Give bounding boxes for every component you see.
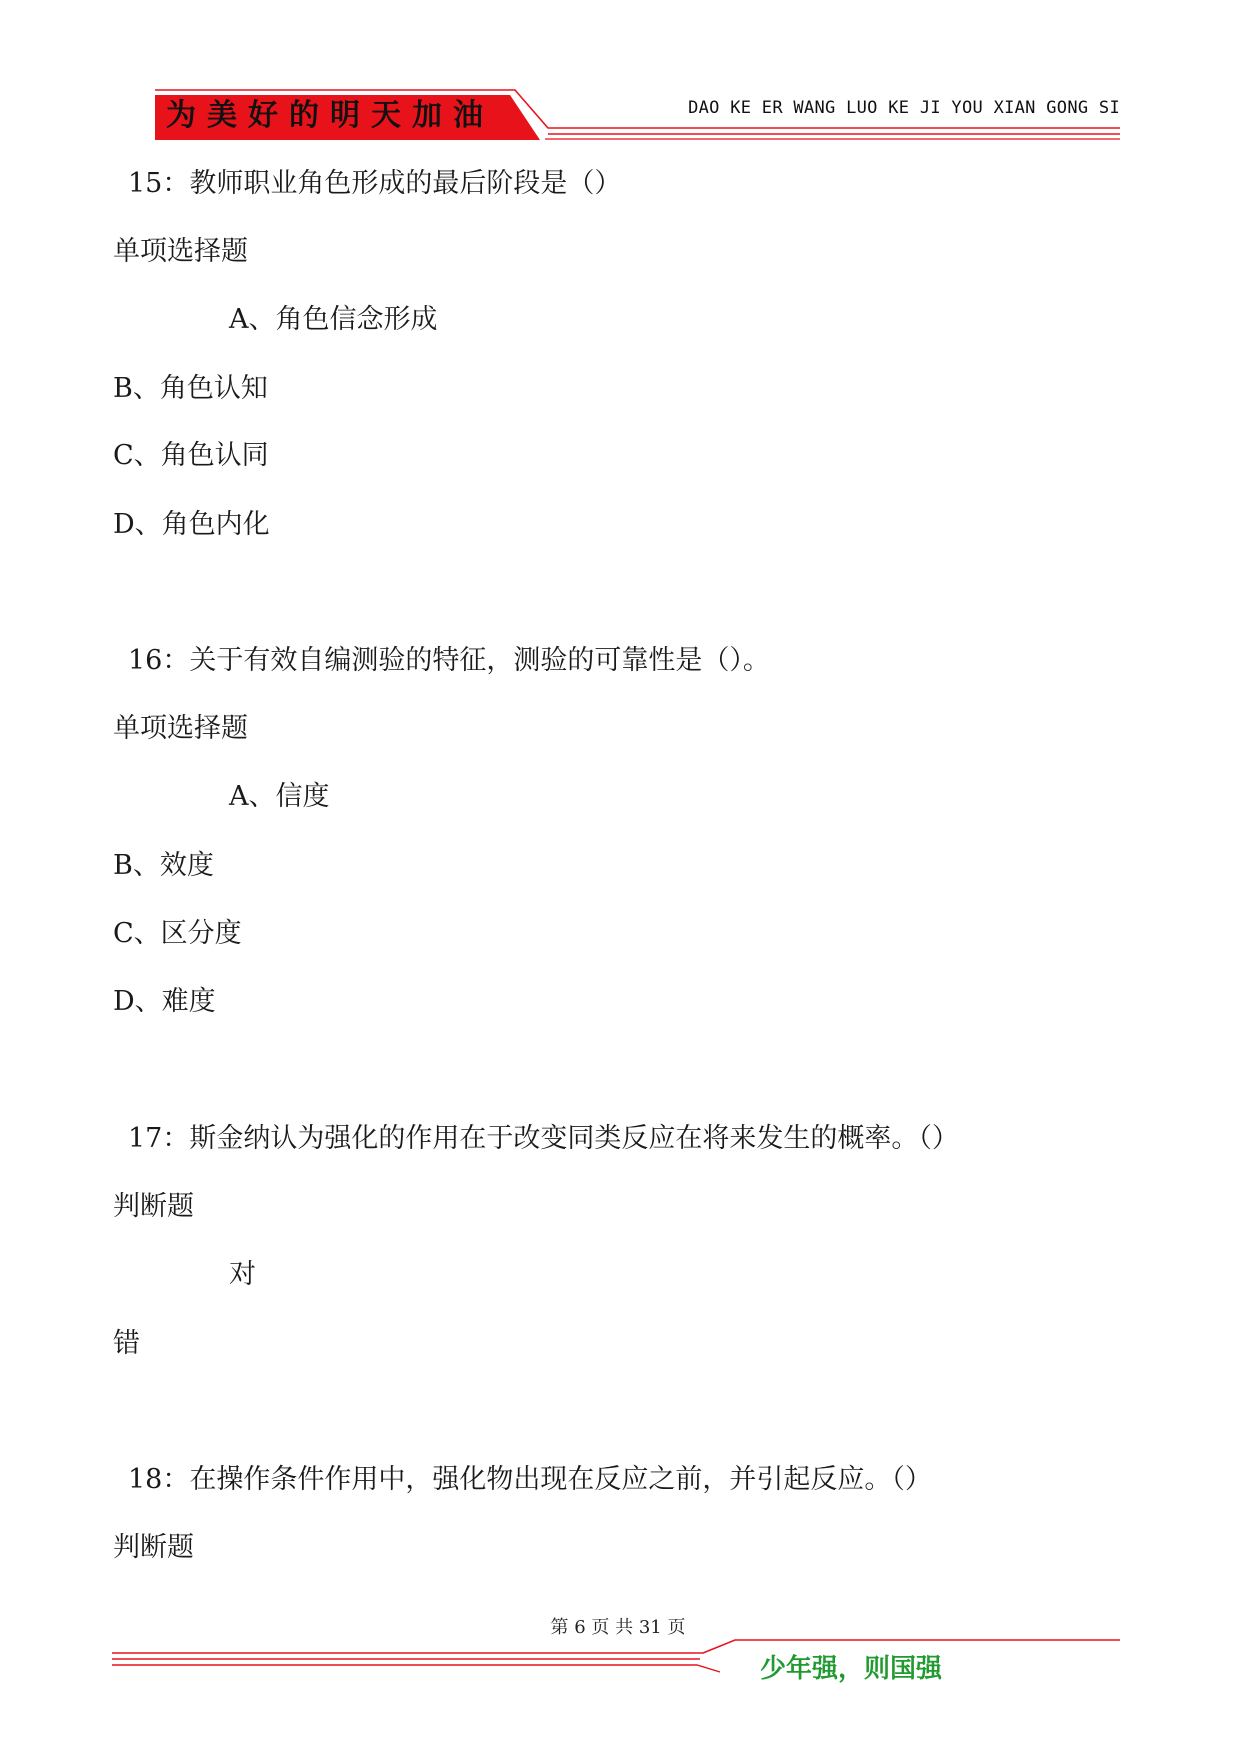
footer-line-bottom xyxy=(112,1665,720,1672)
header-slogan: 为美好的明天加油 xyxy=(166,98,494,133)
question-18-type: 判断题 xyxy=(113,1532,194,1563)
question-16-option-c: C、区分度 xyxy=(113,918,242,949)
question-18-stem: 18：在操作条件作用中，强化物出现在反应之前，并引起反应。（） xyxy=(128,1464,932,1495)
question-16-type: 单项选择题 xyxy=(113,713,248,744)
question-16-stem: 16：关于有效自编测验的特征，测验的可靠性是（）。 xyxy=(128,645,770,676)
question-16-option-b: B、效度 xyxy=(113,850,214,881)
question-17-option-true: 对 xyxy=(229,1259,256,1290)
question-17-stem: 17：斯金纳认为强化的作用在于改变同类反应在将来发生的概率。（） xyxy=(128,1123,959,1154)
question-15-option-b: B、角色认知 xyxy=(113,373,268,404)
footer-line-top xyxy=(112,1640,1120,1653)
question-17-type: 判断题 xyxy=(113,1191,194,1222)
footer-page-info: 第 6 页 共 31 页 xyxy=(550,1617,686,1638)
question-16-option-d: D、难度 xyxy=(113,986,216,1017)
question-16-option-a: A、信度 xyxy=(229,781,330,812)
question-15-option-d: D、角色内化 xyxy=(113,509,270,540)
header-company-name: DAO KE ER WANG LUO KE JI YOU XIAN GONG SI xyxy=(688,98,1120,118)
footer-slogan: 少年强，则国强 xyxy=(760,1654,943,1684)
question-15-option-c: C、角色认同 xyxy=(113,440,269,471)
question-15-type: 单项选择题 xyxy=(113,236,248,267)
question-17-option-false: 错 xyxy=(113,1328,140,1359)
question-15-stem: 15：教师职业角色形成的最后阶段是（） xyxy=(128,168,622,199)
question-15-option-a: A、角色信念形成 xyxy=(229,304,438,335)
